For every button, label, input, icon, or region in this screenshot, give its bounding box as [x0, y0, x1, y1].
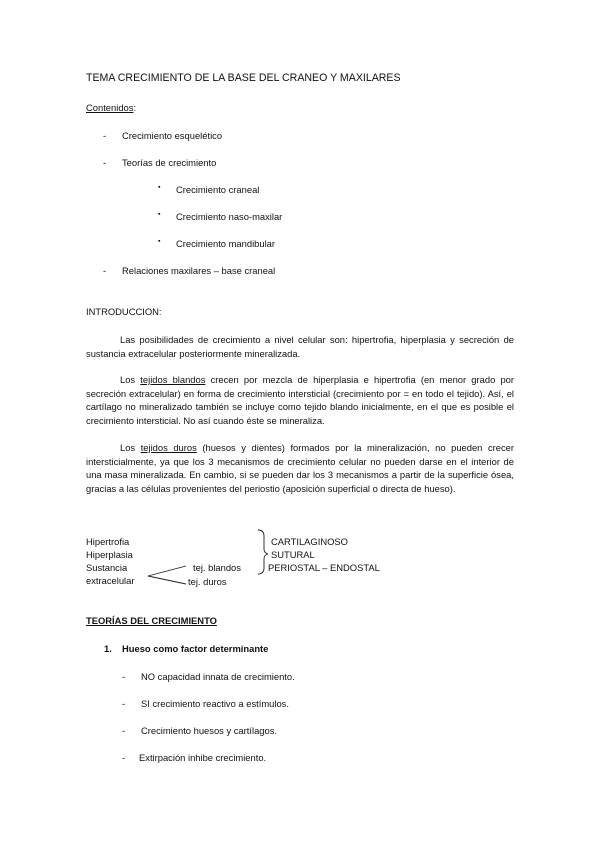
theory-point: Crecimiento huesos y cartílagos. — [141, 725, 277, 736]
numbered-item-title: Hueso como factor determinante — [122, 643, 269, 654]
branch-line-blandos — [148, 566, 186, 576]
diagram-left-label: Hipertrofia — [86, 536, 130, 547]
paragraph-1-text: Las posibilidades de crecimiento a nivel celular son: hipertrofia, hiperplasia y secreción de sustancia extracelular posteriormente mineralizada. — [86, 334, 514, 359]
theory-point: NO capacidad innata de crecimiento. — [141, 671, 295, 682]
diagram-left-label: Sustancia — [86, 562, 128, 573]
diagram-left-label: extracelular — [86, 575, 135, 586]
contenidos-colon: : — [133, 102, 137, 113]
introduccion-heading: INTRODUCCION: — [86, 306, 162, 317]
tejidos-blandos-term: tejidos blandos — [140, 374, 206, 385]
sub-list-item: Crecimiento mandibular — [176, 238, 276, 249]
list-item: Teorías de crecimiento — [122, 157, 217, 168]
bullet-icon: ▪ — [158, 238, 161, 245]
list-dash: - — [122, 671, 126, 682]
theory-point: Extirpación inhibe crecimiento. — [139, 752, 267, 763]
bullet-icon: ▪ — [158, 184, 161, 191]
paragraph-3-pre: Los — [120, 442, 141, 453]
diagram-right-label: PERIOSTAL – ENDOSTAL — [268, 562, 380, 573]
sub-list-item: Crecimiento craneal — [176, 184, 260, 195]
diagram-right-label: CARTILAGINOSO — [271, 536, 348, 547]
list-item: Relaciones maxilares – base craneal — [122, 265, 276, 276]
paragraph-2 — [86, 373, 514, 427]
list-item: Crecimiento esquelético — [122, 130, 223, 141]
page-title: TEMA CRECIMIENTO DE LA BASE DEL CRANEO Y MAXILARES — [86, 72, 401, 84]
list-dash: - — [122, 698, 126, 709]
list-dash: - — [122, 725, 126, 736]
list-dash: - — [103, 157, 107, 168]
paragraph-3-post: (huesos y dientes) formados por la mineralización, no pueden crecer intersticialmente, ya que los 3 mecanismos de crecimiento celular no pueden darse en el interior de una masa mineralizada. En cambio, si se pueden dar los 3 mecanismos a partir de la superficie ósea, gracias a las células provenientes del periostio (aposición superficial o directa de hueso). — [86, 442, 515, 494]
diagram-mid-label: tej. duros — [188, 576, 227, 587]
list-dash: - — [103, 265, 107, 276]
list-dash: - — [122, 752, 126, 763]
contenidos-label: Contenidos — [86, 102, 134, 113]
paragraph-1 — [86, 333, 514, 360]
paragraph-3 — [86, 441, 514, 495]
branch-line-duros — [148, 576, 186, 584]
curly-brace-icon — [258, 530, 268, 574]
diagram-right-label: SUTURAL — [271, 549, 315, 560]
theory-point: SI crecimiento reactivo a estímulos. — [141, 698, 289, 709]
paragraph-2-pre: Los — [120, 374, 141, 385]
contenidos-heading — [86, 102, 136, 114]
tejidos-duros-term: tejidos duros — [140, 442, 197, 453]
sub-list-item: Crecimiento naso-maxilar — [176, 211, 283, 222]
teorias-heading: TEORÍAS DEL CRECIMIENTO — [86, 615, 217, 626]
paragraph-2-post: crecen por mezcla de hiperplasia e hipertrofia (en menor grado por secreción extracelular) en forma de crecimiento intersticial (crecimiento por = en todo el tejido). Así, el cartílago no mineralizado también se incluye como tejido blando inicialmente, en el que es posible el crecimiento intersticial. No así cuando éste se mineraliza. — [86, 374, 515, 426]
diagram-left-label: Hiperplasia — [86, 549, 133, 560]
numbered-item-number: 1. — [104, 643, 112, 654]
list-dash: - — [103, 130, 107, 141]
diagram-mid-label: tej. blandos — [193, 562, 241, 573]
bullet-icon: ▪ — [158, 211, 161, 218]
